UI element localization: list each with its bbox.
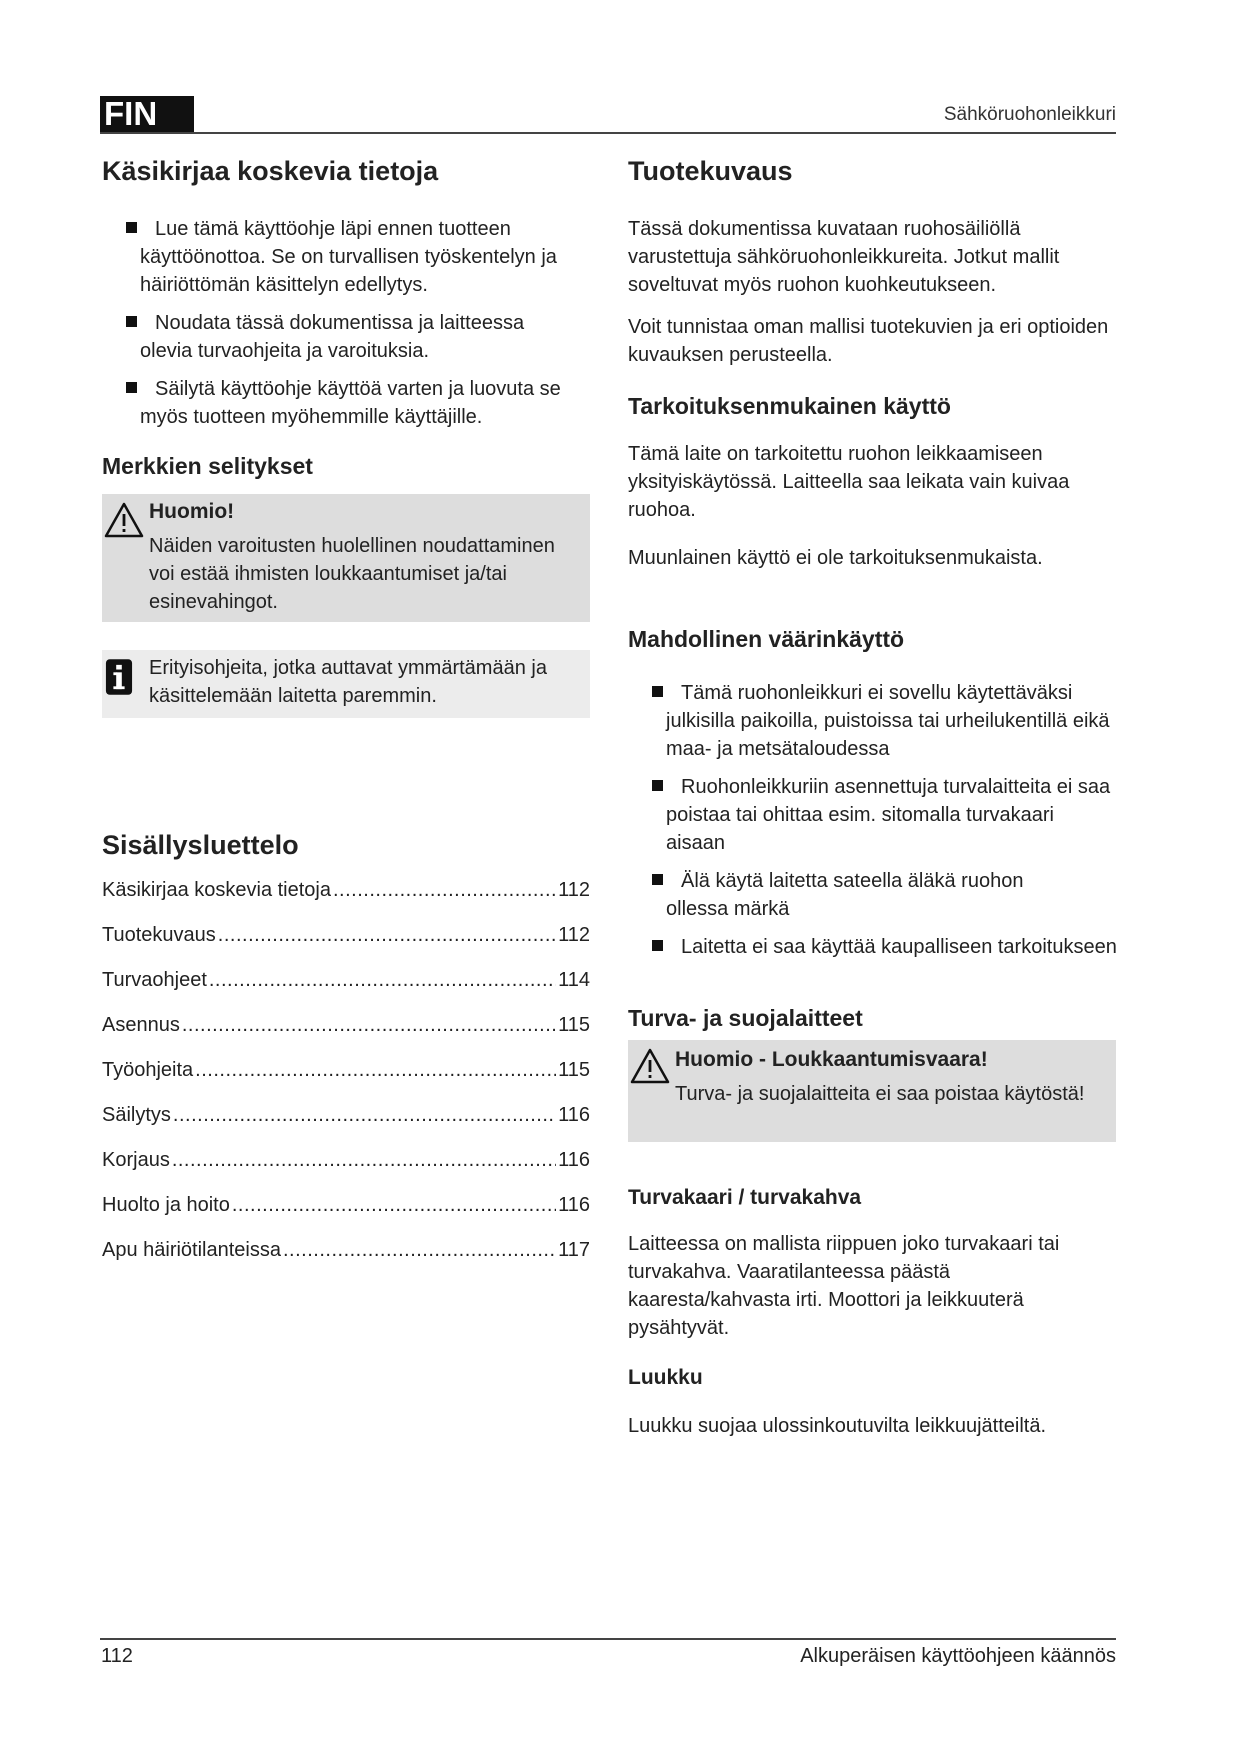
list-item bbox=[628, 933, 1146, 961]
bullet-square-icon bbox=[652, 780, 663, 791]
toc-entry[interactable] bbox=[102, 1059, 590, 1104]
bullet-square-icon bbox=[126, 382, 137, 393]
bullet-text: Ruohonleikkuriin asennettuja turvalaitteita ei saa poistaa tai ohittaa esim. sitomalla turvakaari aisaan bbox=[666, 776, 1111, 854]
legend-heading: Merkkien selitykset bbox=[102, 453, 313, 479]
toc-entry-page: 112 bbox=[558, 879, 590, 901]
header-title: Sähköruohonleikkuri bbox=[943, 104, 1116, 125]
toc-entry-page: 117 bbox=[558, 1239, 590, 1261]
bullet-text: Älä käytä laitetta sateella äläkä ruohon ollessa märkä bbox=[666, 870, 1024, 920]
toc-entry[interactable] bbox=[102, 1104, 590, 1149]
left-column bbox=[102, 156, 590, 1284]
info-text: Erityisohjeita, jotka auttavat ymmärtämään ja käsittelemään laitetta paremmin. bbox=[149, 657, 547, 707]
page-number: 112 bbox=[101, 1645, 133, 1667]
list-item bbox=[628, 773, 1116, 857]
toc-entry-page: 116 bbox=[558, 1194, 590, 1216]
safety-warning-notice bbox=[628, 1040, 1116, 1142]
toc-leader bbox=[195, 1059, 556, 1082]
warning-title: Huomio! bbox=[149, 500, 235, 523]
toc-entry-title: Työohjeita bbox=[102, 1059, 194, 1081]
language-badge: FIN bbox=[100, 96, 194, 132]
toc-entry-title: Huolto ja hoito bbox=[102, 1194, 230, 1216]
toc-leader bbox=[209, 969, 556, 992]
toc-entry-page: 112 bbox=[558, 924, 590, 946]
bullet-square-icon bbox=[126, 222, 137, 233]
safety-warning-text: Turva- ja suojalaitteita ei saa poistaa käytöstä! bbox=[675, 1083, 1085, 1105]
misuse-list bbox=[628, 679, 1146, 961]
toc-entry[interactable] bbox=[102, 924, 590, 969]
list-item bbox=[102, 215, 590, 299]
warning-notice bbox=[102, 494, 590, 622]
footer-rule bbox=[100, 1638, 1116, 1640]
toc-leader bbox=[173, 1104, 556, 1127]
flap-heading: Luukku bbox=[628, 1366, 703, 1389]
product-text-1: Tässä dokumentissa kuvataan ruohosäiliöllä varustettuja sähköruohonleikkureita. Jotkut mallit soveltuvat myös ruohon kuohkeutukseen. bbox=[628, 218, 1060, 296]
toc-entry[interactable] bbox=[102, 1014, 590, 1059]
toc-entry-title: Säilytys bbox=[102, 1104, 171, 1126]
manual-info-heading: Käsikirjaa koskevia tietoja bbox=[102, 156, 439, 186]
product-heading: Tuotekuvaus bbox=[628, 156, 793, 186]
toc-leader bbox=[283, 1239, 556, 1262]
intended-use-text-2: Muunlainen käyttö ei ole tarkoituksenmukaista. bbox=[628, 547, 1043, 569]
toc-entry[interactable] bbox=[102, 1194, 590, 1239]
list-item bbox=[628, 679, 1146, 763]
safety-heading: Turva- ja suojalaitteet bbox=[628, 1005, 863, 1031]
toc-leader bbox=[182, 1014, 556, 1037]
toc-heading: Sisällysluettelo bbox=[102, 830, 299, 860]
right-column bbox=[628, 156, 1116, 1440]
toc-entry[interactable] bbox=[102, 879, 590, 924]
toc-entry-title: Tuotekuvaus bbox=[102, 924, 216, 946]
toc-leader bbox=[172, 1149, 556, 1172]
toc-leader bbox=[218, 924, 556, 947]
toc-entry[interactable] bbox=[102, 969, 590, 1014]
bullet-square-icon bbox=[652, 874, 663, 885]
manual-info-list bbox=[102, 215, 590, 431]
safety-bar-heading: Turvakaari / turvakahva bbox=[628, 1186, 862, 1209]
toc-entry-title: Apu häiriötilanteissa bbox=[102, 1239, 281, 1261]
toc-leader bbox=[333, 879, 556, 902]
toc-entry-title: Turvaohjeet bbox=[102, 969, 207, 991]
bullet-square-icon bbox=[652, 686, 663, 697]
toc-entry-page: 116 bbox=[558, 1104, 590, 1126]
info-icon bbox=[105, 658, 133, 696]
bullet-text: Lue tämä käyttöohje läpi ennen tuotteen käyttöönottoa. Se on turvallisen työskentelyn ja häiriöttömän käsittelyn edellytys. bbox=[140, 218, 557, 296]
product-text-2: Voit tunnistaa oman mallisi tuotekuvien ja eri optioiden kuvauksen perusteella. bbox=[628, 316, 1109, 366]
intended-use-text-1: Tämä laite on tarkoitettu ruohon leikkaamiseen yksityiskäytössä. Laitteella saa leikata vain kuivaa ruohoa. bbox=[628, 443, 1070, 521]
toc-entry-page: 115 bbox=[558, 1059, 590, 1081]
warning-text: Näiden varoitusten huolellinen noudattaminen voi estää ihmisten loukkaantumiset ja/tai esinevahingot. bbox=[149, 535, 555, 613]
toc-entry-title: Korjaus bbox=[102, 1149, 170, 1171]
toc-entry[interactable] bbox=[102, 1239, 590, 1284]
list-item bbox=[102, 309, 590, 365]
warning-triangle-icon bbox=[104, 502, 144, 538]
toc-entry-page: 115 bbox=[558, 1014, 590, 1036]
safety-warning-title: Huomio - Loukkaantumisvaara! bbox=[675, 1048, 988, 1071]
footer-note: Alkuperäisen käyttöohjeen käännös bbox=[800, 1645, 1116, 1667]
info-notice bbox=[102, 650, 590, 718]
bullet-square-icon bbox=[126, 316, 137, 327]
table-of-contents bbox=[102, 879, 590, 1284]
bullet-text: Säilytä käyttöohje käyttöä varten ja luovuta se myös tuotteen myöhemmille käyttäjille. bbox=[140, 378, 561, 428]
bullet-text: Laitetta ei saa käyttää kaupalliseen tarkoitukseen bbox=[681, 936, 1117, 958]
toc-entry-page: 114 bbox=[558, 969, 590, 991]
list-item bbox=[628, 867, 1066, 923]
toc-entry-page: 116 bbox=[558, 1149, 590, 1171]
toc-entry[interactable] bbox=[102, 1149, 590, 1194]
flap-text: Luukku suojaa ulossinkoutuvilta leikkuujätteiltä. bbox=[628, 1415, 1047, 1437]
misuse-heading: Mahdollinen väärinkäyttö bbox=[628, 626, 905, 652]
header-rule bbox=[100, 132, 1116, 134]
toc-entry-title: Asennus bbox=[102, 1014, 180, 1036]
list-item bbox=[102, 375, 610, 431]
toc-entry-title: Käsikirjaa koskevia tietoja bbox=[102, 879, 331, 901]
intended-use-heading: Tarkoituksenmukainen käyttö bbox=[628, 393, 951, 419]
bullet-text: Noudata tässä dokumentissa ja laitteessa olevia turvaohjeita ja varoituksia. bbox=[140, 312, 525, 362]
bullet-square-icon bbox=[652, 940, 663, 951]
bullet-text: Tämä ruohonleikkuri ei sovellu käytettäväksi julkisilla paikoilla, puistoissa tai urheilukentillä eikä maa- ja metsätaloudessa bbox=[666, 682, 1110, 760]
warning-triangle-icon bbox=[630, 1048, 670, 1084]
toc-leader bbox=[232, 1194, 556, 1217]
safety-bar-text: Laitteessa on mallista riippuen joko turvakaari tai turvakahva. Vaaratilanteessa päästä kaaresta/kahvasta irti. Moottori ja leikkuuterä pysähtyvät. bbox=[628, 1233, 1060, 1339]
